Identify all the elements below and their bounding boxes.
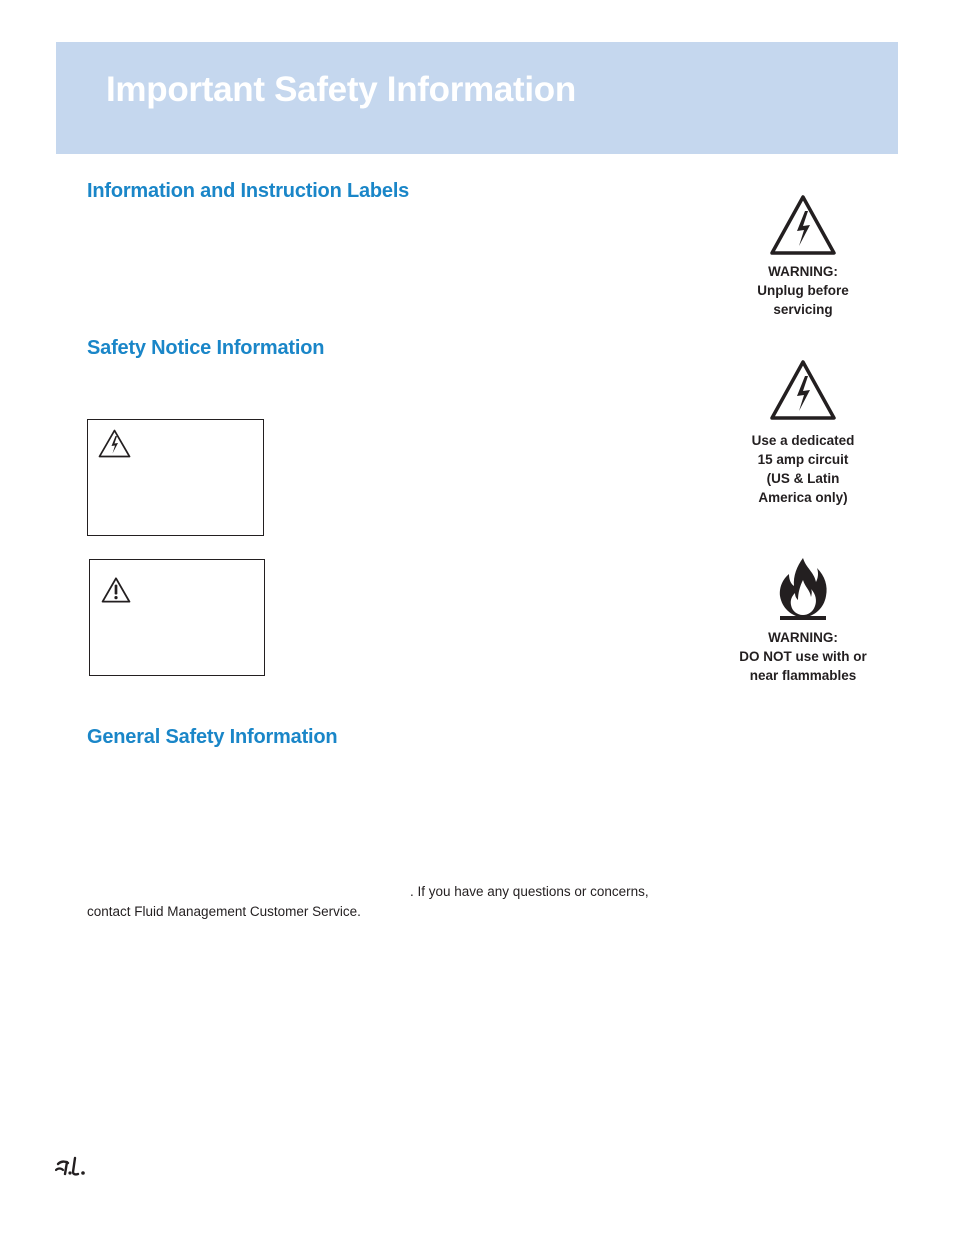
label-caption — [728, 431, 878, 507]
general-safety-text-line-2: contact Fluid Management Customer Service. — [87, 904, 361, 919]
caption-line: (US & Latin — [766, 471, 840, 486]
flame-icon — [776, 556, 830, 620]
label-caption — [728, 262, 878, 319]
caption-line: Use a dedicated — [751, 433, 855, 448]
company-logo-icon — [55, 1156, 87, 1176]
general-safety-text-line-1: . If you have any questions or concerns, — [410, 884, 649, 899]
caption-line: America only) — [758, 490, 848, 505]
label-dedicated-circuit — [728, 359, 878, 507]
caption-line: WARNING: — [768, 630, 838, 645]
label-flammables-warning — [728, 556, 878, 685]
caption-line: 15 amp circuit — [757, 452, 849, 467]
heading-information-labels: Information and Instruction Labels — [87, 180, 410, 202]
caption-line: WARNING: — [768, 264, 838, 279]
lightning-triangle-icon — [769, 194, 837, 256]
lightning-triangle-icon — [98, 429, 131, 458]
caption-line: servicing — [773, 302, 833, 317]
page-title: Important Safety Information — [106, 70, 576, 109]
lightning-triangle-icon — [768, 359, 838, 421]
caption-line: near flammables — [749, 668, 857, 683]
caption-line: DO NOT use with or — [739, 649, 867, 664]
label-unplug-before-servicing — [728, 194, 878, 319]
exclamation-triangle-icon — [101, 577, 131, 603]
label-caption — [728, 628, 878, 685]
caution-notice-box — [89, 559, 265, 676]
electrical-warning-box — [87, 419, 264, 536]
caption-line: Unplug before — [757, 283, 849, 298]
heading-safety-notice: Safety Notice Information — [87, 337, 325, 359]
title-banner — [56, 42, 898, 154]
heading-general-safety: General Safety Information — [87, 726, 338, 748]
